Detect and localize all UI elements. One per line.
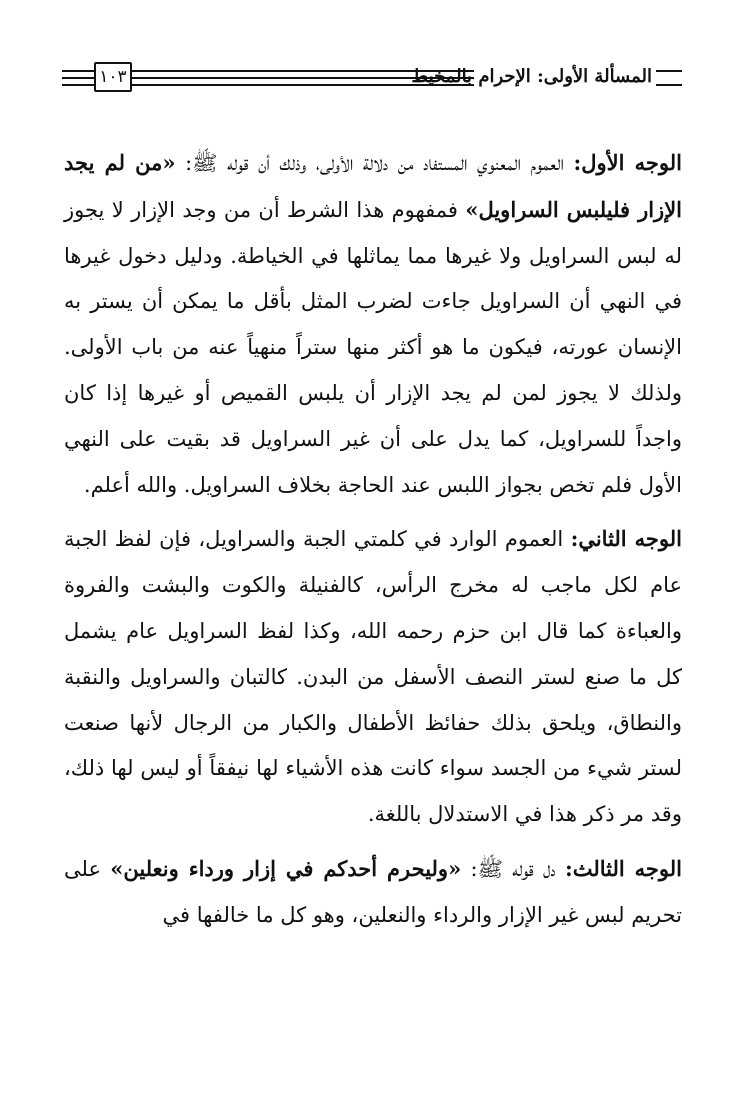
paragraph-label: الوجه الثاني:	[570, 526, 682, 552]
paragraph-third-aspect	[64, 846, 682, 939]
header-rule-left	[62, 70, 94, 86]
paragraph-text: العموم الوارد في كلمتي الجبة والسراويل، فإن لفظ الجبة عام لكل ماجب له مخرج الرأس، كالفنيلة والكوت والبشت والفروة والعباءة كما قال ابن حزم رحمه الله، وكذا لفظ السراويل عام يشمل كل ما صنع لستر النصف الأسفل من البدن. كالتبان والسراويل والنقبة والنطاق، ويلحق بذلك حفائظ الأطفال والكبار من الرجال لأنها صنعت لستر شيء من الجسد سواء كانت هذه الأشياء لها نيفقاً أو ليس لها ذلك، وقد مر ذكر هذا في الاستدلال باللغة.	[64, 527, 682, 827]
paragraph-text: على تحريم لبس غير الإزار والرداء والنعلين، وهو كل ما خالفها في	[64, 856, 682, 927]
paragraph-text: العموم المعنوي المستفاد من دلالة الأولى، وذلك أن قوله ﷺ:	[175, 151, 574, 175]
paragraph-label: الوجه الثالث:	[565, 855, 682, 881]
hadith-quote: «من لم يجد الإزار فليلبس السراويل»	[64, 150, 683, 222]
running-header	[62, 62, 682, 96]
chapter-title: المسألة الأولى: الإحرام بالمخيط	[411, 66, 652, 87]
body-text	[64, 140, 682, 947]
hadith-quote: «وليحرم أحدكم في إزار ورداء ونعلين»	[110, 855, 462, 881]
paragraph-text: فمفهوم هذا الشرط أن من وجد الإزار لا يجوز له لبس السراويل ولا غيرها مما يماثلها في الخياطة. ودليل دخول غيرها في النهي أن السراويل جاءت لضرب المثل بأقل ما يمكن أن يستر به الإنسان عورته، فيكون ما هو أكثر منها ستراً منهياً عنه من باب الأولى. ولذلك لا يجوز لمن لم يجد الإزار أن يلبس القميص أو غيرها إذا كان واجداً للسراويل، كما يدل على أن غير السراويل قد بقيت على النهي الأول فلم تخص بجواز اللبس عند الحاجة بخلاف السراويل. والله أعلم.	[64, 197, 682, 497]
paragraph-label: الوجه الأول:	[573, 150, 682, 175]
header-rule-right	[656, 70, 682, 86]
page-number: ١٠٣	[94, 62, 132, 92]
paragraph-first-aspect	[64, 140, 682, 508]
paragraph-second-aspect	[64, 516, 682, 838]
paragraph-text: دل قوله ﷺ:	[461, 856, 566, 881]
